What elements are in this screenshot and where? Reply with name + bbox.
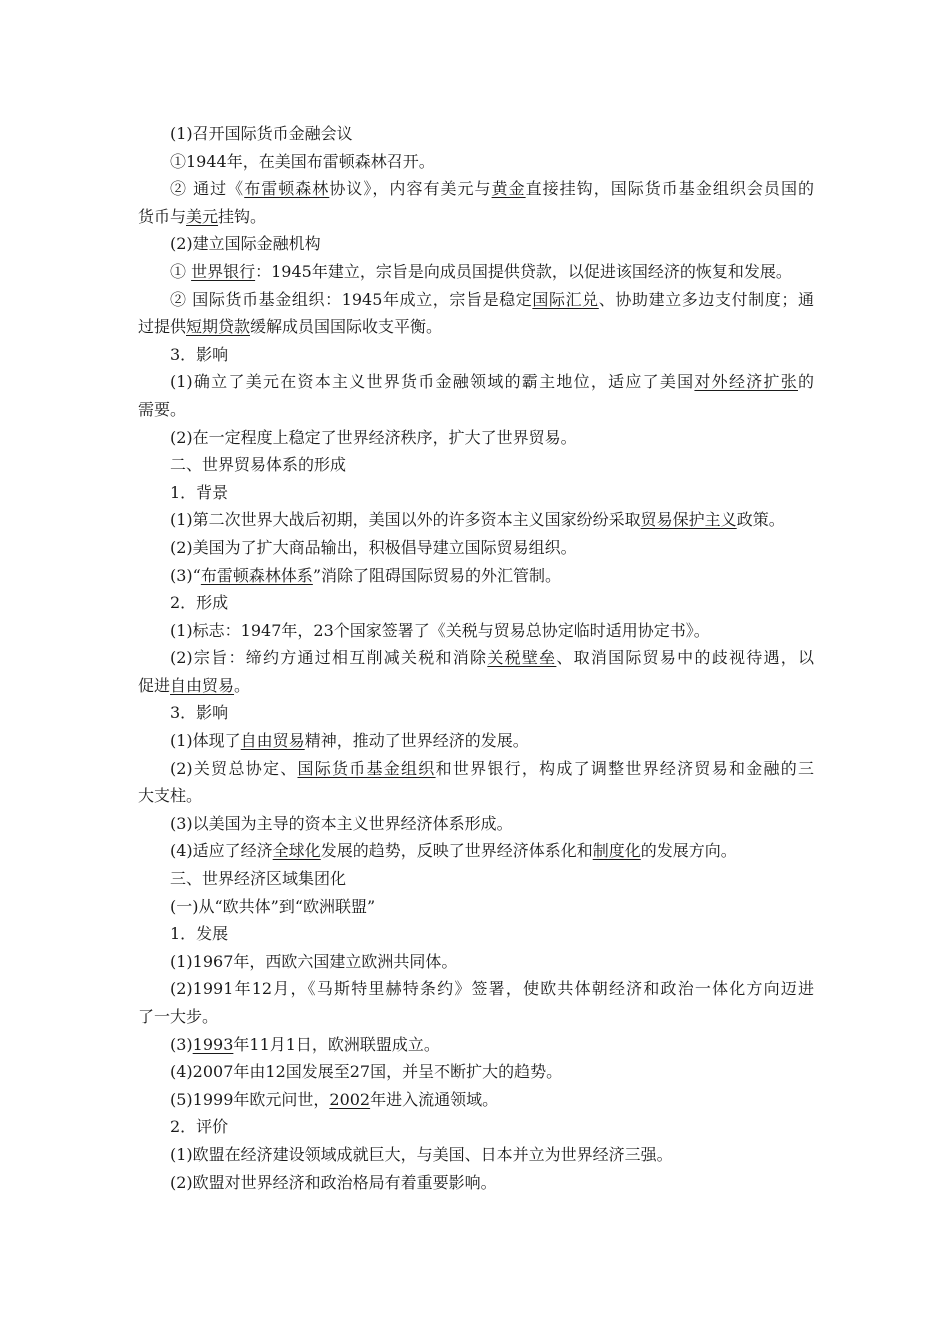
text-segment: (1)确立了美元在资本主义世界货币金融领域的霸主地位，适应了美国	[170, 372, 695, 392]
text-segment: (2)在一定程度上稳定了世界经济秩序，扩大了世界贸易。	[170, 427, 577, 447]
text-segment: ”消除了阻碍国际贸易的外汇管制。	[312, 565, 562, 585]
text-line	[138, 424, 814, 452]
text-segment: 精神，推动了世界经济的发展。	[304, 731, 529, 751]
text-segment: (1)标志：1947年，23个国家签署了《关税与贸易总协定临时适用协定书》。	[170, 620, 710, 640]
underlined-term: 布雷顿森林	[244, 179, 330, 199]
text-line	[138, 589, 814, 617]
text-segment: (2)美国为了扩大商品输出，积极倡导建立国际贸易组织。	[170, 537, 577, 557]
text-segment: ①	[170, 261, 192, 281]
underlined-term: 黄金	[491, 179, 526, 199]
text-segment: 直接挂钩，国际货币基金组织会员国的	[525, 179, 814, 199]
text-segment: (3)以美国为主导的资本主义世界经济体系形成。	[170, 813, 513, 833]
text-line	[138, 975, 814, 1003]
underlined-term: 关税壁垒	[487, 648, 557, 668]
underlined-term: 2002	[329, 1089, 371, 1109]
text-line	[138, 148, 814, 176]
document-body	[138, 120, 814, 1196]
text-segment: (5)1999年欧元问世，	[170, 1089, 330, 1109]
text-line	[138, 120, 814, 148]
text-line	[138, 230, 814, 258]
text-segment: 大支柱。	[138, 786, 203, 806]
underlined-term: 世界银行	[191, 261, 256, 281]
text-segment: 的发展方向。	[640, 841, 737, 861]
text-line	[138, 727, 814, 755]
text-line	[138, 837, 814, 865]
underlined-term: 贸易保护主义	[640, 510, 737, 530]
text-segment: 过提供	[138, 317, 187, 337]
text-segment: (3)	[170, 1034, 193, 1054]
underlined-term: 制度化	[592, 841, 641, 861]
text-segment: 2．评价	[170, 1117, 229, 1137]
underlined-term: 国际汇兑	[532, 289, 599, 309]
underlined-term: 对外经济扩张	[694, 372, 798, 392]
text-segment: ：1945年建立，宗旨是向成员国提供贷款，以促进该国经济的恢复和发展。	[255, 261, 792, 281]
text-line	[138, 451, 814, 479]
text-segment: (1)召开国际货币金融会议	[170, 124, 353, 143]
text-segment: 政策。	[736, 510, 785, 530]
text-line	[138, 782, 814, 810]
text-line	[138, 699, 814, 727]
text-line	[138, 644, 814, 672]
text-segment: 货币与	[138, 206, 187, 226]
text-line	[138, 562, 814, 590]
text-line	[138, 1031, 814, 1059]
text-line	[138, 203, 814, 231]
text-segment: 需要。	[138, 399, 187, 419]
text-segment: ①1944年，在美国布雷顿森林召开。	[170, 151, 435, 171]
text-line	[138, 865, 814, 893]
text-line	[138, 948, 814, 976]
underlined-term: 国际货币基金组织	[297, 758, 436, 778]
text-segment: ② 国际货币基金组织：1945年成立，宗旨是稳定	[170, 289, 533, 309]
text-segment: 1．发展	[170, 924, 229, 944]
text-segment: 促进	[138, 675, 171, 695]
underlined-term: 布雷顿森林体系	[200, 565, 313, 585]
text-segment: 了一大步。	[138, 1007, 219, 1026]
text-segment: 年11月1日，欧洲联盟成立。	[233, 1034, 440, 1054]
text-segment: (2)欧盟对世界经济和政治格局有着重要影响。	[170, 1172, 497, 1192]
text-segment: 发展的趋势，反映了世界经济体系化和	[320, 841, 593, 861]
text-line	[138, 1058, 814, 1086]
text-line	[138, 396, 814, 424]
text-line	[138, 286, 814, 314]
text-segment: 和世界银行，构成了调整世界经济贸易和金融的三	[435, 758, 814, 778]
text-line	[138, 341, 814, 369]
text-line	[138, 1113, 814, 1141]
text-segment: (3)“	[170, 565, 201, 585]
text-segment: 挂钩。	[218, 206, 267, 226]
text-segment: 2．形成	[170, 593, 229, 613]
text-line	[138, 258, 814, 286]
text-segment: (1)欧盟在经济建设领域成就巨大，与美国、日本并立为世界经济三强。	[170, 1144, 673, 1164]
text-line	[138, 368, 814, 396]
text-line	[138, 479, 814, 507]
text-line	[138, 175, 814, 203]
text-segment: 缓解成员国国际收支平衡。	[250, 317, 443, 337]
text-segment: ② 通过《	[170, 179, 245, 199]
text-segment: (1)1967年，西欧六国建立欧洲共同体。	[170, 951, 458, 971]
text-segment: 。	[234, 675, 251, 695]
text-line	[138, 893, 814, 921]
text-segment: (2)关贸总协定、	[170, 758, 298, 778]
text-segment: (2)建立国际金融机构	[170, 234, 321, 254]
text-segment: 三、世界经济区域集团化	[170, 869, 347, 889]
text-segment: 的	[797, 372, 814, 392]
text-line	[138, 617, 814, 645]
text-segment: 、取消国际贸易中的歧视待遇，以	[556, 648, 814, 668]
text-line	[138, 1086, 814, 1114]
underlined-term: 自由贸易	[240, 731, 305, 751]
text-segment: (4)2007年由12国发展至27国，并呈不断扩大的趋势。	[170, 1062, 563, 1082]
text-line	[138, 1169, 814, 1197]
text-line	[138, 810, 814, 838]
text-segment: (1)第二次世界大战后初期，美国以外的许多资本主义国家纷纷采取	[170, 510, 641, 530]
text-segment: 1．背景	[170, 482, 229, 502]
text-segment: 3．影响	[170, 703, 229, 723]
text-segment: (一)从“欧共体”到“欧洲联盟”	[170, 896, 376, 916]
text-segment: 、协助建立多边支付制度；通	[598, 289, 814, 309]
text-segment: 二、世界贸易体系的形成	[170, 455, 347, 475]
text-segment: (2)1991年12月，《马斯特里赫特条约》签署，使欧共体朝经济和政治一体化方向迈进	[170, 979, 814, 999]
text-segment: 协议》，内容有美元与	[329, 179, 492, 199]
text-line	[138, 1141, 814, 1169]
underlined-term: 1993	[192, 1034, 234, 1054]
underlined-term: 短期贷款	[186, 317, 251, 337]
underlined-term: 自由贸易	[170, 675, 235, 695]
text-segment: (1)体现了	[170, 731, 241, 751]
underlined-term: 美元	[186, 206, 219, 226]
text-line	[138, 313, 814, 341]
text-line	[138, 1003, 814, 1031]
text-segment: (4)适应了经济	[170, 841, 273, 861]
text-segment: 3．影响	[170, 344, 229, 364]
underlined-term: 全球化	[272, 841, 321, 861]
text-line	[138, 920, 814, 948]
text-line	[138, 672, 814, 700]
text-line	[138, 506, 814, 534]
text-segment: 年进入流通领域。	[370, 1089, 499, 1109]
text-line	[138, 755, 814, 783]
text-line	[138, 534, 814, 562]
text-segment: (2)宗旨：缔约方通过相互削减关税和消除	[170, 648, 488, 668]
